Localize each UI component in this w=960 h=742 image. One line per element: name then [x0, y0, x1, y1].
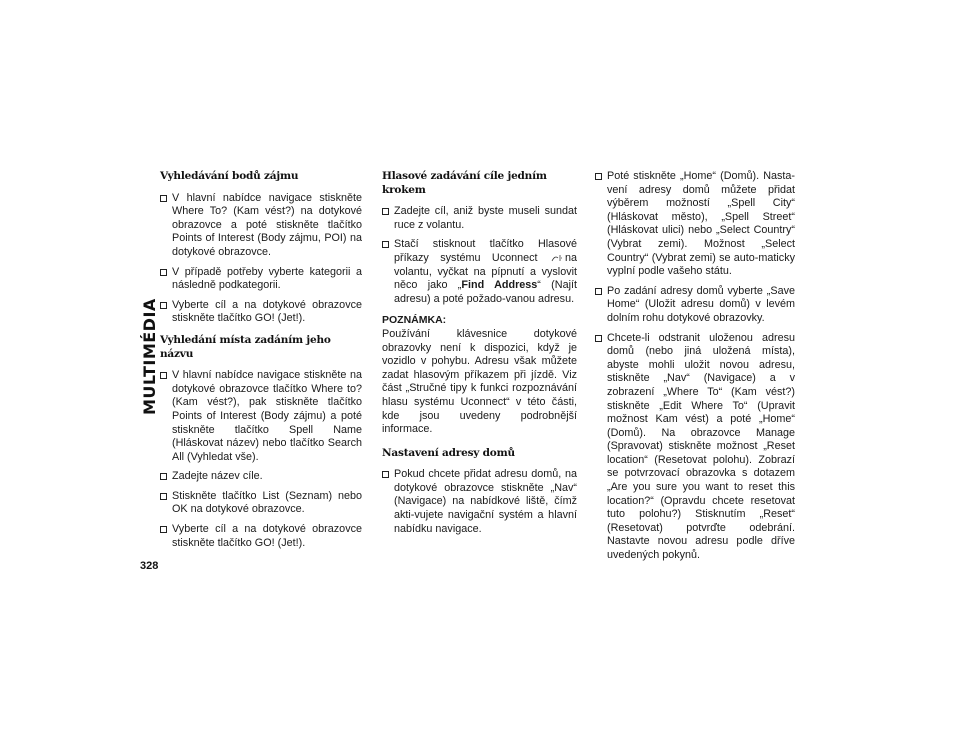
list-item — [160, 470, 362, 484]
list-item-text: V hlavní nabídce navigace stiskněte Where To? (Kam vést?) na dotykové obrazovce a poté stiskněte tlačítko Points of Interest (Body zájmu, POI) na dotykové obrazovce. — [172, 191, 362, 258]
column-3 — [595, 170, 795, 571]
list-item — [595, 170, 795, 279]
checkbox-bullet-icon — [160, 269, 167, 276]
list-item — [160, 192, 362, 260]
find-address-bold: Find Address — [461, 279, 538, 292]
list-item — [160, 369, 362, 464]
name-search-steps — [160, 369, 362, 550]
checkbox-bullet-icon — [160, 302, 167, 309]
heading-home-address: Nastavení adresy domů — [382, 446, 515, 459]
list-item-text: Vyberte cíl a na dotykové obrazovce stiskněte tlačítko GO! (Jet!). — [172, 523, 362, 549]
checkbox-bullet-icon — [160, 372, 167, 379]
checkbox-bullet-icon — [160, 473, 167, 480]
voice-command-icon — [551, 254, 563, 263]
checkbox-bullet-icon — [595, 173, 602, 180]
list-item-text: V případě potřeby vyberte kategorii a následně podkategorii. — [172, 265, 362, 292]
voice-steps — [382, 205, 577, 306]
list-item — [595, 332, 795, 563]
checkbox-bullet-icon — [160, 493, 167, 500]
heading-voice-destination: Hlasové zadávání cíle jedním krokem — [382, 170, 547, 196]
list-item — [160, 490, 362, 517]
home-steps-continued — [595, 170, 795, 563]
poi-steps — [160, 192, 362, 326]
checkbox-bullet-icon — [595, 335, 602, 342]
heading-name-search: Vyhledání místa zadáním jeho názvu — [160, 333, 331, 360]
list-item-text: Stačí stisknout tlačítko Hlasové příkazy systému Uconnect — [394, 238, 577, 264]
section-tab — [140, 165, 158, 415]
home-steps — [382, 468, 577, 536]
checkbox-bullet-icon — [382, 471, 389, 478]
list-item-text: V hlavní nabídce navigace stiskněte na dotykové obrazovce tlačítko Where to? (Kam vést?), pak stiskněte tlačítko Points of Interest (Body zájmu) a poté stiskněte tlačítko Spell Name (Hláskovat název) nebo tlačítko Search All (Vyhledat vše). — [172, 369, 362, 463]
list-item-text: Zadejte cíl, aniž byste museli sundat ruce z volantu. — [394, 205, 577, 231]
list-item-text: Pokud chcete přidat adresu domů, na dotykové obrazovce stiskněte „Nav“ (Navigace) na nabídkové liště, čímž akti-vujete navigační systém a hlavní nabídku navigace. — [394, 468, 577, 535]
list-item — [382, 205, 577, 232]
checkbox-bullet-icon — [160, 526, 167, 533]
list-item-text: Chcete-li odstranit uloženou adresu domů (nebo jiná uložená místa), abyste mohli uložit novou adresu, stiskněte „Nav“ (Navigace) a v zobrazení „Where To“ (Kam vést?) stiskněte „Edit Where To“ (Upravit možnost Kam vést) a poté „Home“ (Domů). Na obrazovce Manage (Spravovat) stiskněte možnost „Reset location“ (Resetovat polohu). Zobrazí se potvrzovací obrazovka s dotazem „Are you sure you want to reset this location?“ (Opravdu chcete resetovat tuto polohu?) Stisknutím „Reset“ (Resetovat) potvrďte odebrání. Nastavte novou adresu podle dříve uvedených pokynů. — [607, 331, 795, 562]
list-item-text: Vyberte cíl a na dotykové obrazovce stiskněte tlačítko GO! (Jet!). — [172, 298, 362, 325]
section-tab-label: MULTIMÉDIA — [140, 298, 159, 415]
list-item-text: Po zadání adresy domů vyberte „Save Home“ (Uložit adresu domů) v levém dolním rohu dotykové obrazovky. — [607, 284, 795, 324]
list-item — [160, 266, 362, 293]
note-text: Používání klávesnice dotykové obrazovky není k dispozici, když je vozidlo v pohybu. Adresu však můžete zadat hlasovým příkazem při jízdě. Viz část „Stručné tipy k funkci rozpoznávání hlasu systému Uconnect“ v této části, kde jsou uvedeny podrobnější informace. — [382, 327, 577, 436]
list-item-text: Poté stiskněte „Home“ (Domů). Nasta-vení adresy domů můžete přidat výběrem možností „Spell City“ (Hláskovat město), „Spell Street“ (Hláskovat ulici) nebo „Select Country“ (Vybrat zemi). Možnost „Select Country“ (Vybrat zemi) se auto-maticky vyplní podle vašeho státu. — [607, 170, 795, 278]
heading-poi-search: Vyhledávání bodů zájmu — [160, 170, 299, 182]
list-item-text: Stiskněte tlačítko List (Seznam) nebo OK na dotykové obrazovce. — [172, 489, 362, 516]
list-item — [382, 468, 577, 536]
list-item-text: “ (Najít adresu) a poté požado-vanou adresu. — [394, 279, 577, 305]
checkbox-bullet-icon — [160, 195, 167, 202]
list-item-text: na volantu, vyčkat na pípnutí a vyslovit něco jako „ — [394, 251, 577, 292]
checkbox-bullet-icon — [382, 208, 389, 215]
list-item — [160, 299, 362, 326]
column-1 — [160, 170, 362, 558]
checkbox-bullet-icon — [382, 241, 389, 248]
list-item — [595, 285, 795, 326]
column-2 — [382, 170, 577, 544]
checkbox-bullet-icon — [595, 288, 602, 295]
page-number: 328 — [140, 560, 159, 572]
list-item — [160, 523, 362, 550]
list-item — [382, 238, 577, 306]
note-title: POZNÁMKA: — [382, 314, 447, 327]
list-item-text: Zadejte název cíle. — [172, 470, 263, 483]
